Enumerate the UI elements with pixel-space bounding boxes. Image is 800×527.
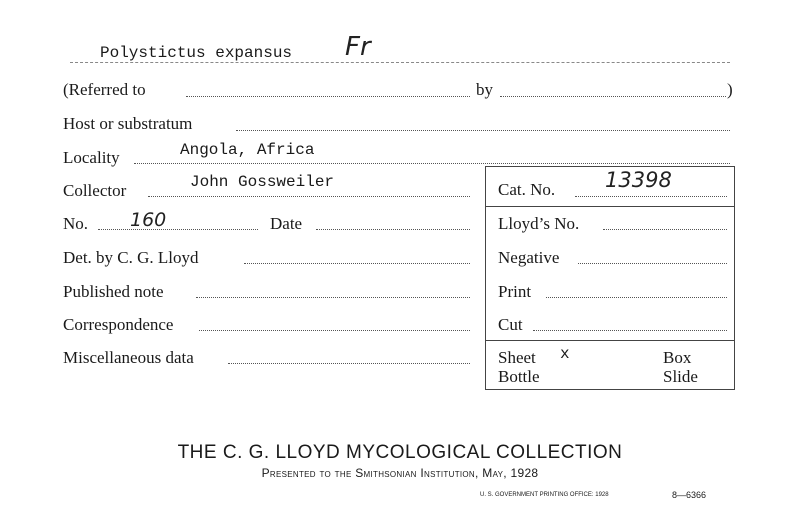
referred-to-label: (Referred to (63, 80, 146, 99)
box-left-border (485, 166, 486, 390)
by-label: by (476, 80, 493, 99)
correspondence-field (199, 330, 470, 331)
sheet-mark: x (560, 345, 570, 363)
print-label: Print (498, 282, 532, 301)
box-right-border (734, 166, 735, 390)
top-rule (70, 62, 730, 63)
misc-label: Miscellaneous data (63, 348, 194, 367)
cut-label: Cut (498, 315, 523, 334)
lloyds-no-field (603, 229, 727, 230)
cut-field (533, 330, 727, 331)
det-by-field (244, 263, 470, 264)
slide-label: Slide (663, 367, 698, 386)
box-cut-divider (485, 340, 735, 341)
print-field (546, 297, 727, 298)
correspondence-label: Correspondence (63, 315, 174, 334)
cat-no-value: 13398 (605, 168, 672, 192)
collector-field (148, 196, 470, 197)
box-cat-divider (485, 206, 735, 207)
cat-no-field (575, 196, 727, 197)
negative-label: Negative (498, 248, 560, 267)
locality-value: Angola, Africa (180, 141, 315, 159)
date-field (316, 229, 470, 230)
host-label: Host or substratum (63, 114, 193, 133)
authority-handwritten: Fr (345, 32, 371, 62)
locality-label: Locality (63, 148, 120, 167)
sheet-label: Sheet (498, 348, 536, 367)
published-note-field (196, 297, 470, 298)
collection-subtitle: Presented to the Smithsonian Institution, May, 1928 (261, 466, 539, 480)
bottle-label: Bottle (498, 367, 540, 386)
host-field (236, 130, 730, 131)
by-field (500, 96, 726, 97)
lloyds-no-label: Lloyd’s No. (498, 214, 580, 233)
collector-label: Collector (63, 181, 127, 200)
species-name: Polystictus expansus (100, 44, 293, 62)
number-value: 160 (130, 209, 167, 231)
close-paren: ) (727, 80, 733, 99)
number-field (98, 229, 258, 230)
date-label: Date (270, 214, 303, 233)
negative-field (578, 263, 727, 264)
locality-field (134, 163, 730, 164)
referred-to-field (186, 96, 470, 97)
box-top-border (485, 166, 735, 167)
box-label: Box (663, 348, 692, 367)
cat-no-label: Cat. No. (498, 180, 556, 199)
collection-title: THE C. G. LLOYD MYCOLOGICAL COLLECTION (177, 442, 623, 463)
published-note-label: Published note (63, 282, 164, 301)
printing-office: U. S. GOVERNMENT PRINTING OFFICE: 1928 (480, 492, 609, 498)
box-bottom-border (485, 389, 735, 390)
form-number: 8—6366 (672, 490, 707, 500)
det-by-label: Det. by C. G. Lloyd (63, 248, 199, 267)
misc-field (228, 363, 470, 364)
number-label: No. (63, 214, 89, 233)
collector-value: John Gossweiler (190, 173, 335, 191)
